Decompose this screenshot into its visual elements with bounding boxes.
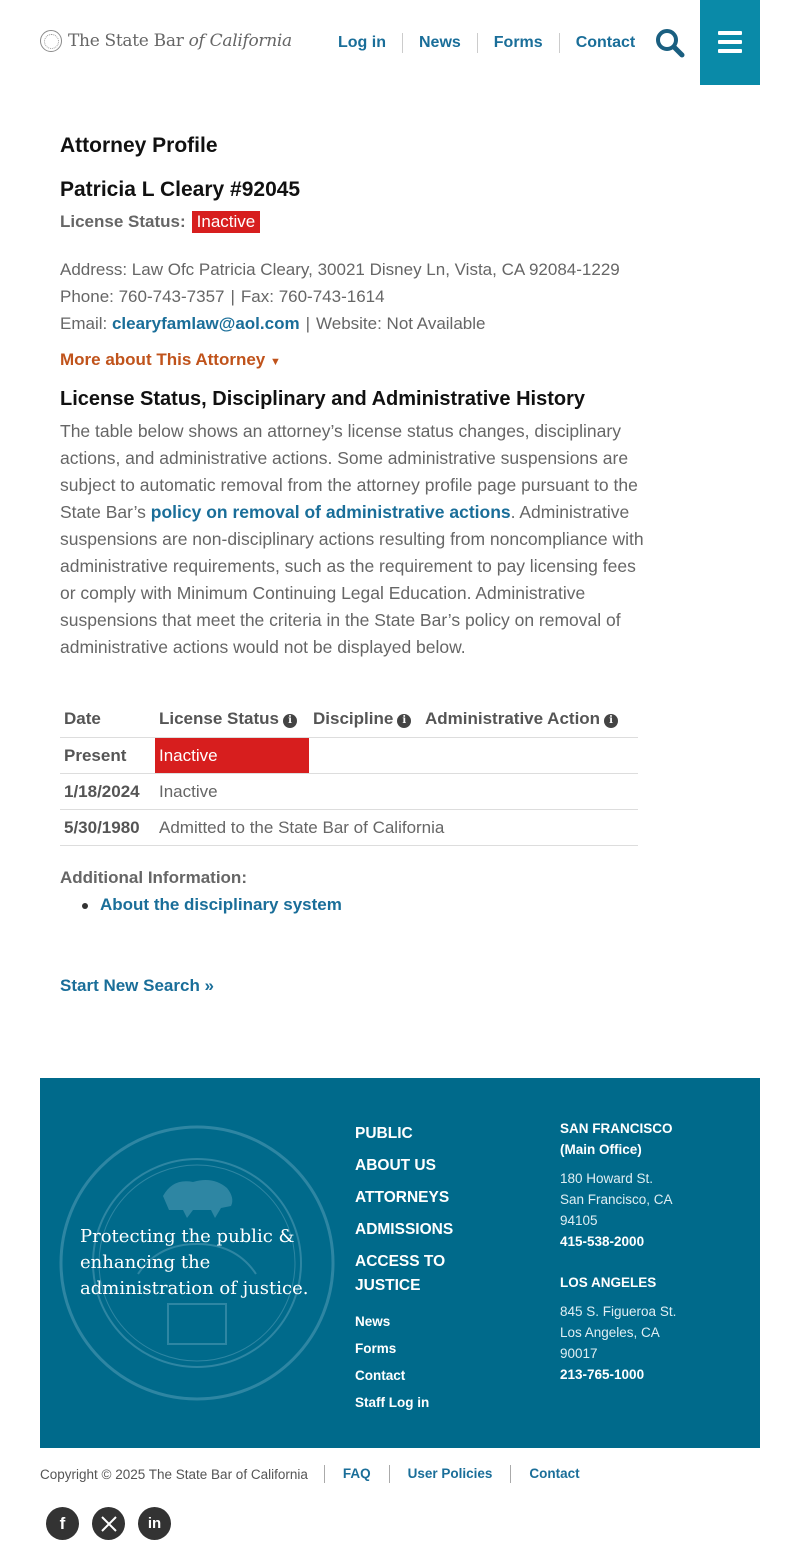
contact-info <box>60 256 680 337</box>
info-icon[interactable]: i <box>283 714 297 728</box>
footer-link-contact[interactable]: Contact <box>355 1368 406 1383</box>
row-status: Admitted to the State Bar of California <box>155 810 638 846</box>
bottom-contact-link[interactable]: Contact <box>510 1465 597 1483</box>
copyright-bar <box>40 1465 598 1483</box>
row-date: 1/18/2024 <box>60 774 155 810</box>
sf-office-subtitle: (Main Office) <box>560 1142 642 1157</box>
history-table <box>60 701 638 846</box>
license-status-line <box>60 211 260 233</box>
email-website-line: Email: clearyfamlaw@aol.com | Website: Not Available <box>60 314 486 333</box>
start-new-search-link[interactable]: Start New Search » <box>60 976 215 995</box>
attorney-name: Patricia L Cleary #92045 <box>60 178 301 201</box>
social-links <box>46 1507 171 1540</box>
x-twitter-icon[interactable] <box>92 1507 125 1540</box>
footer-motto: Protecting the public & enhancing the administration of justice. <box>80 1226 309 1299</box>
website: Website: Not Available <box>316 314 486 333</box>
footer-link-attorneys[interactable]: ATTORNEYS <box>355 1189 450 1206</box>
nav-forms[interactable]: Forms <box>477 33 559 53</box>
history-description: The table below shows an attorney’s license status changes, disciplinary actions, and administrative actions. Some administrative suspensions are subject to automatic removal from the attorney profile page pursuant to the State Bar’s policy on removal of administrative actions. Administrative suspensions are non-disciplinary actions resulting from noncompliance with administrative requirements, such as the requirement to pay licensing fees or comply with Minimum Continuing Legal Education. Administrative suspensions that meet the criteria in the State Bar’s policy on removal of administrative actions would not be displayed below. <box>60 421 644 657</box>
logo-text: The State Bar of California <box>68 31 292 51</box>
nav-contact[interactable]: Contact <box>559 33 652 53</box>
footer-link-staff-login[interactable]: Staff Log in <box>355 1395 430 1410</box>
sf-office-title: SAN FRANCISCO <box>560 1121 673 1136</box>
fax: Fax: 760-743-1614 <box>240 287 385 306</box>
faq-link[interactable]: FAQ <box>324 1465 389 1483</box>
copyright-text: Copyright © 2025 The State Bar of California <box>40 1466 308 1482</box>
search-icon <box>654 27 686 59</box>
menu-button[interactable] <box>700 0 760 85</box>
phone-fax-line: Phone: 760-743-7357 | Fax: 760-743-1614 <box>60 287 385 306</box>
col-administrative-action: Administrative Action i <box>421 701 638 738</box>
policy-link[interactable]: policy on removal of administrative actions <box>150 502 511 522</box>
footer-link-public[interactable]: PUBLIC <box>355 1125 413 1142</box>
additional-info-label: Additional Information: <box>60 868 247 887</box>
site-footer <box>40 1078 760 1448</box>
row-date: Present <box>60 738 155 774</box>
additional-info-list <box>80 895 342 915</box>
site-logo[interactable] <box>40 30 292 52</box>
col-date: Date <box>60 701 155 738</box>
col-discipline: Discipline i <box>309 701 421 738</box>
footer-nav <box>355 1122 495 1416</box>
linkedin-icon[interactable]: in <box>138 1507 171 1540</box>
la-office-title: LOS ANGELES <box>560 1275 657 1290</box>
site-header <box>0 0 800 85</box>
license-status-label: License Status: <box>60 212 186 231</box>
row-status: Inactive <box>155 738 309 774</box>
table-header <box>60 701 638 738</box>
la-phone-link[interactable]: 213-765-1000 <box>560 1367 645 1382</box>
search-button[interactable] <box>654 27 686 59</box>
hamburger-menu-icon <box>718 31 742 35</box>
nav-log-in[interactable]: Log in <box>338 34 386 51</box>
page-title: Attorney Profile <box>60 134 218 157</box>
email-link[interactable]: clearyfamlaw@aol.com <box>111 314 300 333</box>
row-status: Inactive <box>155 774 638 810</box>
table-row <box>60 738 638 774</box>
seal-icon <box>40 30 62 52</box>
info-icon[interactable]: i <box>397 714 411 728</box>
info-icon[interactable]: i <box>604 714 618 728</box>
footer-link-forms[interactable]: Forms <box>355 1341 397 1356</box>
table-row <box>60 774 638 810</box>
top-nav <box>322 33 651 53</box>
nav-news[interactable]: News <box>402 33 477 53</box>
col-license-status: License Status i <box>155 701 309 738</box>
sf-phone-link[interactable]: 415-538-2000 <box>560 1234 645 1249</box>
phone: Phone: 760-743-7357 <box>60 287 225 306</box>
history-heading: License Status, Disciplinary and Administrative History <box>60 388 585 410</box>
license-status-badge: Inactive <box>192 211 261 233</box>
facebook-icon[interactable]: f <box>46 1507 79 1540</box>
disciplinary-system-link[interactable]: About the disciplinary system <box>100 895 342 914</box>
user-policies-link[interactable]: User Policies <box>389 1465 511 1483</box>
more-about-attorney-toggle[interactable]: More about This Attorney ▼ <box>60 350 281 369</box>
footer-link-news[interactable]: News <box>355 1314 391 1329</box>
table-row <box>60 810 638 846</box>
list-item <box>80 895 342 915</box>
address: Address: Law Ofc Patricia Cleary, 30021 Disney Ln, Vista, CA 92084-1229 <box>60 260 620 279</box>
footer-link-about-us[interactable]: ABOUT US <box>355 1157 436 1174</box>
row-date: 5/30/1980 <box>60 810 155 846</box>
office-addresses: SAN FRANCISCO (Main Office) 180 Howard St. San Francisco, CA 94105 415-538-2000 LOS ANGELES 845 S. Figueroa St. Los Angeles, CA 90017 213-765-1000 <box>560 1118 710 1385</box>
footer-link-access-to-justice[interactable]: ACCESS TO JUSTICE <box>355 1253 446 1294</box>
caret-down-icon: ▼ <box>270 356 281 368</box>
footer-link-admissions[interactable]: ADMISSIONS <box>355 1221 454 1238</box>
